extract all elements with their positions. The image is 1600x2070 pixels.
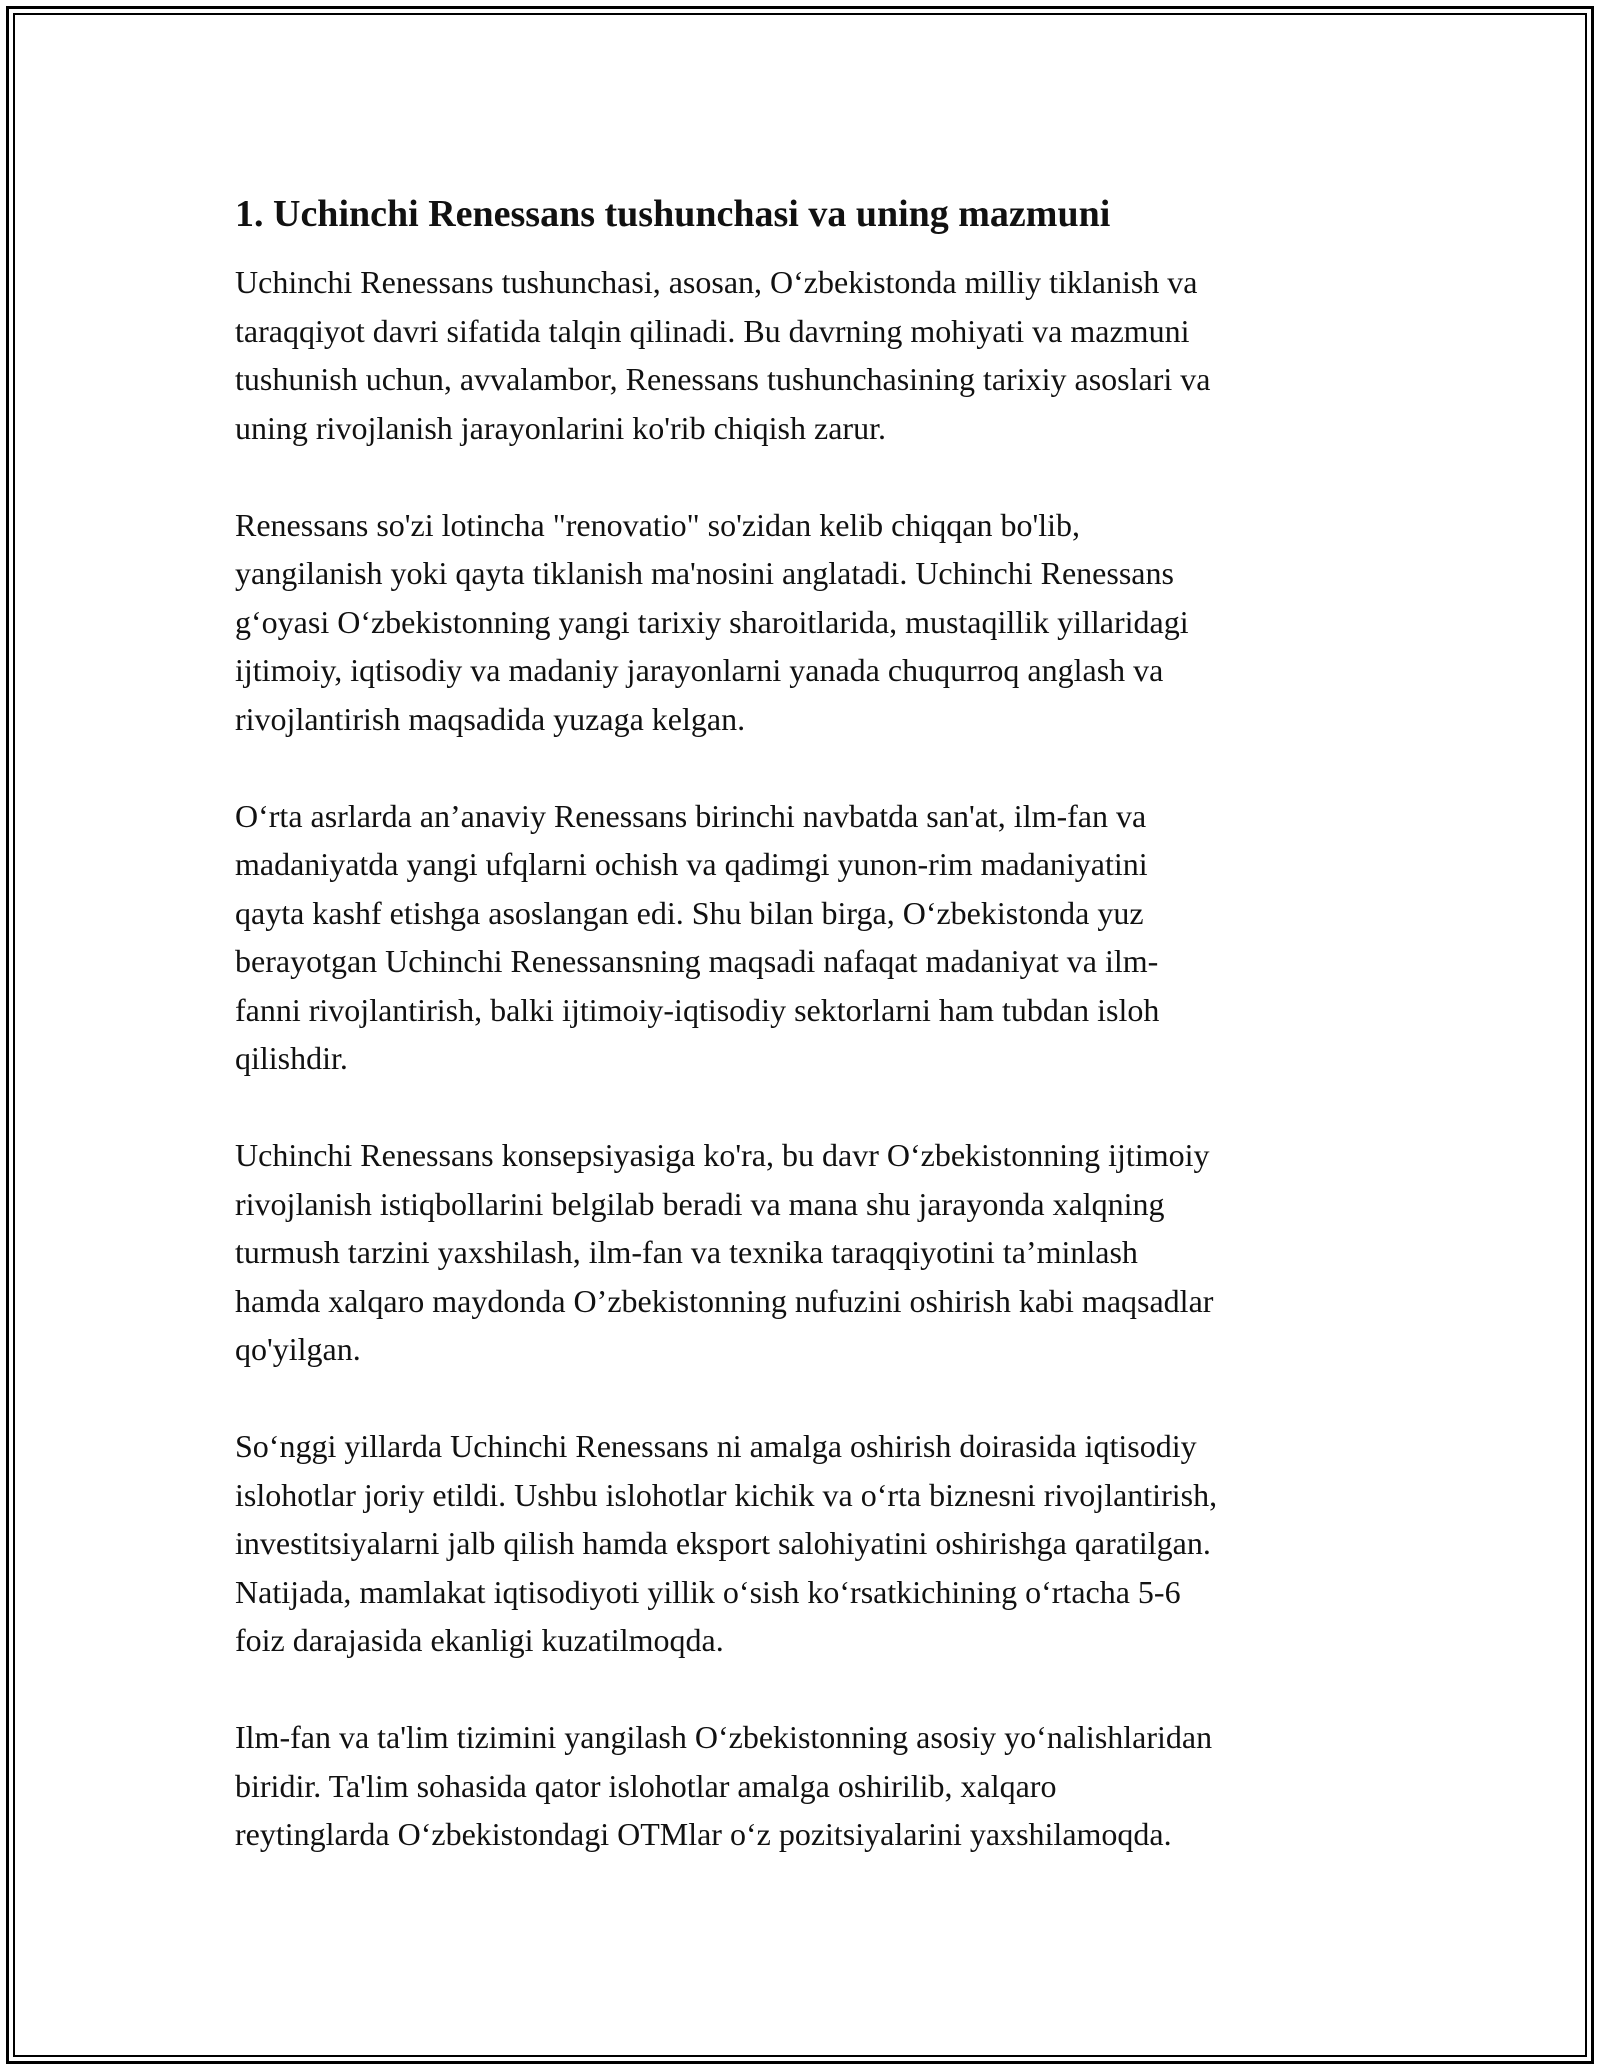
text-line: rivojlantirish maqsadida yuzaga kelgan. [235,700,746,737]
text-line: g‘oyasi O‘zbekistonning yangi tarixiy sharoitlarida, mustaqillik yillaridagi [235,603,1189,640]
text-line: biridir. Ta'lim sohasida qator islohotlar amalga oshirilib, xalqaro [235,1767,1057,1804]
text-line: hamda xalqaro maydonda O’zbekistonning nufuzini oshirish kabi maqsadlar [235,1282,1214,1319]
text-line: reytinglarda O‘zbekistondagi OTMlar o‘z pozitsiyalarini yaxshilamoqda. [235,1816,1172,1852]
text-line: qayta kashf etishga asoslangan edi. Shu bilan birga, O‘zbekistonda yuz [235,894,1144,931]
text-line: So‘nggi yillarda Uchinchi Renessans ni amalga oshirish doirasida iqtisodiy [235,1428,1197,1464]
text-line: Uchinchi Renessans konsepsiyasiga ko'ra, bu davr O‘zbekistonning ijtimoiy [235,1137,1210,1173]
document-body [235,188,1370,1907]
text-line: Ilm-fan va ta'lim tizimini yangilash O‘zbekistonning asosiy yo‘nalishlaridan [235,1719,1213,1755]
text-line: rivojlanish istiqbollarini belgilab beradi va mana shu jarayonda xalqning [235,1185,1165,1222]
paragraph-2 [235,501,1370,744]
text-line: madaniyatda yangi ufqlarni ochish va qadimgi yunon-rim madaniyatini [235,846,1148,882]
text-line: O‘rta asrlarda an’anaviy Renessans birinchi navbatda san'at, ilm-fan va [235,797,1147,834]
text-line: Renessans so'zi lotincha "renovatio" so'zidan kelib chiqqan bo'lib, [235,506,1081,543]
text-line: Uchinchi Renessans tushunchasi, asosan, O‘zbekistonda milliy tiklanish va [235,264,1198,300]
text-line: uning rivojlanish jarayonlarini ko'rib chiqish zarur. [235,409,886,446]
text-line: investitsiyalarni jalb qilish hamda eksport salohiyatini oshirishga qaratilgan. [235,1525,1211,1561]
text-line: islohotlar joriy etildi. Ushbu islohotlar kichik va o‘rta biznesni rivojlantirish, [235,1476,1218,1513]
text-line: qilishdir. [235,1040,348,1076]
section-heading: 1. Uchinchi Renessans tushunchasi va uning mazmuni [235,193,1111,235]
text-line: tushunish uchun, avvalambor, Renessans tushunchasining tarixiy asoslari va [235,361,1211,397]
text-line: Natijada, mamlakat iqtisodiyoti yillik o‘sish ko‘rsatkichining o‘rtacha 5-6 [235,1573,1181,1610]
paragraph-6 [235,1713,1370,1859]
text-line: ijtimoiy, iqtisodiy va madaniy jarayonlarni yanada chuqurroq anglash va [235,652,1164,688]
paragraph-5 [235,1422,1370,1665]
text-line: foiz darajasida ekanligi kuzatilmoqda. [235,1622,724,1658]
text-line: yangilanish yoki qayta tiklanish ma'nosini anglatadi. Uchinchi Renessans [235,555,1174,591]
text-line: turmush tarzini yaxshilash, ilm-fan va texnika taraqqiyotini ta’minlash [235,1234,1138,1270]
text-line: fanni rivojlantirish, balki ijtimoiy-iqtisodiy sektorlarni ham tubdan isloh [235,991,1160,1028]
text-line: qo'yilgan. [235,1331,361,1367]
paragraph-3 [235,792,1370,1083]
text-line: berayotgan Uchinchi Renessansning maqsadi nafaqat madaniyat va ilm- [235,943,1159,979]
paragraph-4 [235,1131,1370,1374]
text-line: taraqqiyot davri sifatida talqin qilinadi. Bu davrning mohiyati va mazmuni [235,312,1190,349]
paragraph-1 [235,258,1370,452]
